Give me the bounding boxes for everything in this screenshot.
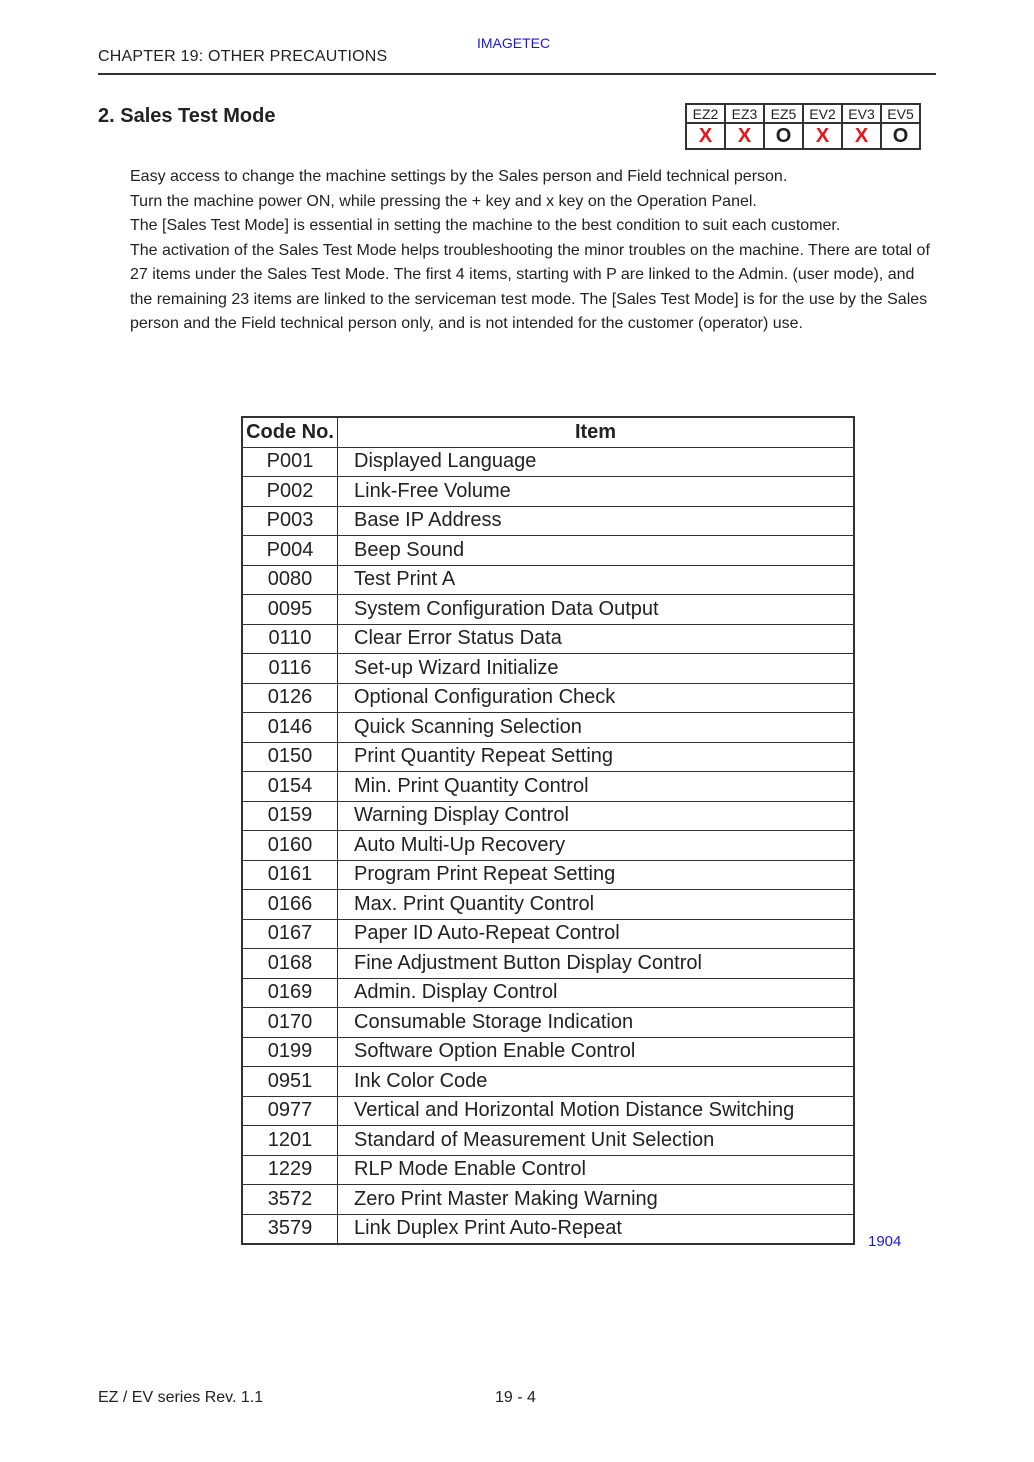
item-cell: Auto Multi-Up Recovery: [338, 831, 855, 861]
item-cell: Clear Error Status Data: [338, 624, 855, 654]
code-cell: 0159: [242, 801, 338, 831]
table-row: [242, 1185, 854, 1215]
code-cell: 1201: [242, 1126, 338, 1156]
item-cell: Paper ID Auto-Repeat Control: [338, 919, 855, 949]
item-cell: Max. Print Quantity Control: [338, 890, 855, 920]
sales-test-mode-table: [241, 416, 855, 1245]
item-cell: Zero Print Master Making Warning: [338, 1185, 855, 1215]
code-cell: 0170: [242, 1008, 338, 1038]
item-cell: RLP Mode Enable Control: [338, 1155, 855, 1185]
code-cell: 0095: [242, 595, 338, 625]
item-cell: Admin. Display Control: [338, 978, 855, 1008]
intro-text: [130, 165, 940, 337]
table-row: [242, 713, 854, 743]
item-cell: Base IP Address: [338, 506, 855, 536]
applicability-mark: X: [725, 123, 764, 149]
code-cell: 0110: [242, 624, 338, 654]
intro-paragraph: Turn the machine power ON, while pressing the + key and x key on the Operation Panel.: [130, 192, 757, 210]
item-cell: Print Quantity Repeat Setting: [338, 742, 855, 772]
table-body: [242, 447, 854, 1244]
item-cell: Ink Color Code: [338, 1067, 855, 1097]
item-cell: Standard of Measurement Unit Selection: [338, 1126, 855, 1156]
revision-mark: 1904: [868, 1233, 902, 1250]
applicability-mark: O: [764, 123, 803, 149]
table-row: [242, 683, 854, 713]
table-row: [242, 978, 854, 1008]
item-cell: Fine Adjustment Button Display Control: [338, 949, 855, 979]
table-row: [242, 742, 854, 772]
brand-label: IMAGETEC: [477, 35, 551, 51]
code-cell: 0199: [242, 1037, 338, 1067]
model-name: EV3: [842, 104, 881, 123]
code-cell: 3579: [242, 1214, 338, 1244]
model-name: EV2: [803, 104, 842, 123]
table-header-row: [242, 417, 854, 447]
item-cell: Software Option Enable Control: [338, 1037, 855, 1067]
table-row: [242, 1214, 854, 1244]
code-cell: 0167: [242, 919, 338, 949]
table-row: [242, 890, 854, 920]
code-cell: 0154: [242, 772, 338, 802]
model-name: EZ5: [764, 104, 803, 123]
table-row: [242, 595, 854, 625]
item-cell: Link Duplex Print Auto-Repeat: [338, 1214, 855, 1244]
item-cell: Warning Display Control: [338, 801, 855, 831]
table-row: [242, 1008, 854, 1038]
code-cell: 0951: [242, 1067, 338, 1097]
table-row: [242, 1155, 854, 1185]
table-row: [242, 624, 854, 654]
code-cell: 0116: [242, 654, 338, 684]
intro-paragraph: The activation of the Sales Test Mode helps troubleshooting the minor troubles on the machine. There are total of 27 items under the Sales Test Mode. The first 4 items, starting with P are linked to the Admin. (user mode), and the remaining 23 items are linked to the serviceman test mode. The [Sales Test Mode] is for the use by the Sales person and the Field technical person only, and is not intended for the customer (operator) use.: [130, 241, 930, 332]
table-row: [242, 1037, 854, 1067]
code-cell: 0169: [242, 978, 338, 1008]
item-cell: Min. Print Quantity Control: [338, 772, 855, 802]
page-number: 19 - 4: [495, 1389, 536, 1406]
table-row: [242, 477, 854, 507]
model-row: [686, 104, 920, 123]
item-cell: Set-up Wizard Initialize: [338, 654, 855, 684]
applicability-row: [686, 123, 920, 149]
applicability-mark: O: [881, 123, 920, 149]
applicability-mark: X: [686, 123, 725, 149]
code-cell: 0977: [242, 1096, 338, 1126]
item-cell: Optional Configuration Check: [338, 683, 855, 713]
table-row: [242, 919, 854, 949]
model-name: EZ2: [686, 104, 725, 123]
model-compatibility-table: [685, 103, 921, 150]
model-name: EV5: [881, 104, 920, 123]
code-cell: 0160: [242, 831, 338, 861]
header-divider: [98, 73, 936, 75]
footer-series: EZ / EV series Rev. 1.1: [98, 1389, 264, 1406]
table-row: [242, 506, 854, 536]
code-cell: 1229: [242, 1155, 338, 1185]
code-cell: 3572: [242, 1185, 338, 1215]
table-row: [242, 447, 854, 477]
intro-paragraph: The [Sales Test Mode] is essential in setting the machine to the best condition to suit each customer.: [130, 217, 841, 234]
table-row: [242, 831, 854, 861]
code-cell: P002: [242, 477, 338, 507]
code-cell: 0161: [242, 860, 338, 890]
item-cell: Vertical and Horizontal Motion Distance Switching: [338, 1096, 855, 1126]
table-row: [242, 536, 854, 566]
applicability-mark: X: [803, 123, 842, 149]
table-row: [242, 654, 854, 684]
item-cell: Program Print Repeat Setting: [338, 860, 855, 890]
code-cell: P001: [242, 447, 338, 477]
code-cell: 0150: [242, 742, 338, 772]
code-cell: 0168: [242, 949, 338, 979]
section-title: 2. Sales Test Mode: [98, 105, 276, 127]
table-row: [242, 565, 854, 595]
table-row: [242, 1096, 854, 1126]
column-header-code: Code No.: [242, 417, 338, 447]
model-name: EZ3: [725, 104, 764, 123]
chapter-heading: CHAPTER 19: OTHER PRECAUTIONS: [98, 48, 388, 65]
table-row: [242, 1067, 854, 1097]
code-cell: 0146: [242, 713, 338, 743]
item-cell: Displayed Language: [338, 447, 855, 477]
item-cell: Beep Sound: [338, 536, 855, 566]
table-row: [242, 949, 854, 979]
table-row: [242, 860, 854, 890]
applicability-mark: X: [842, 123, 881, 149]
code-cell: P003: [242, 506, 338, 536]
item-cell: Quick Scanning Selection: [338, 713, 855, 743]
code-cell: 0126: [242, 683, 338, 713]
column-header-item: Item: [338, 417, 855, 447]
intro-paragraph: Easy access to change the machine settings by the Sales person and Field technical person.: [130, 168, 788, 185]
item-cell: System Configuration Data Output: [338, 595, 855, 625]
item-cell: Consumable Storage Indication: [338, 1008, 855, 1038]
table-row: [242, 801, 854, 831]
item-cell: Test Print A: [338, 565, 855, 595]
item-cell: Link-Free Volume: [338, 477, 855, 507]
code-cell: 0080: [242, 565, 338, 595]
code-cell: P004: [242, 536, 338, 566]
code-cell: 0166: [242, 890, 338, 920]
table-row: [242, 772, 854, 802]
table-row: [242, 1126, 854, 1156]
